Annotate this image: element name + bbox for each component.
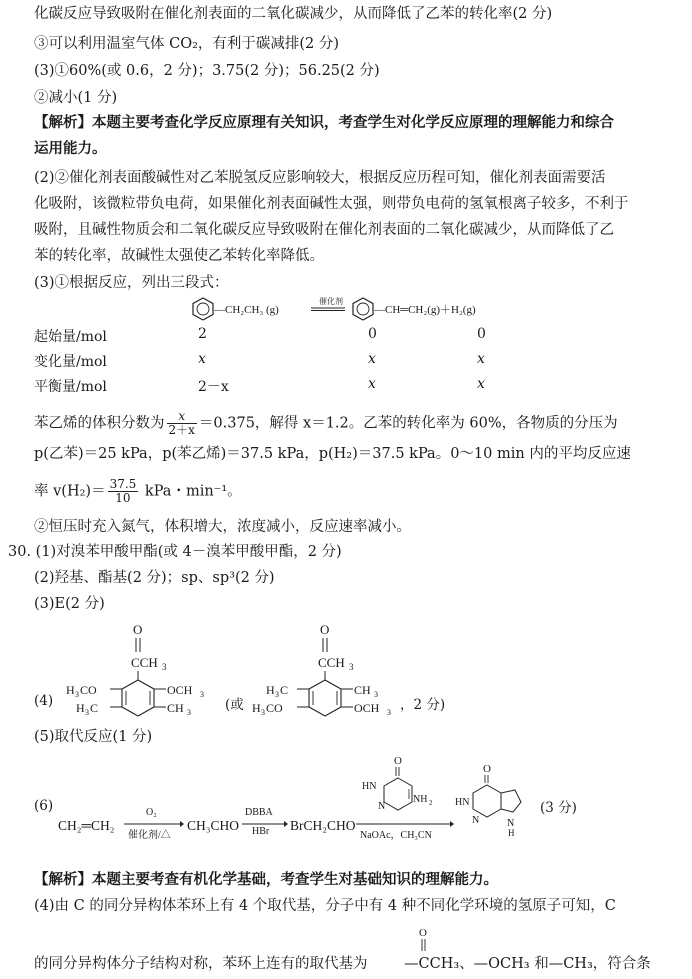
svg-text:CCH: CCH (131, 655, 158, 670)
reagent-bottom: NaOAc，CH₃CN (360, 830, 432, 841)
svg-text:CH: CH (167, 701, 184, 715)
fraction (167, 410, 197, 437)
start-compound: CH₂═CH₂ (58, 818, 115, 833)
svg-text:O: O (394, 755, 402, 767)
svg-text:3: 3 (349, 662, 354, 672)
svg-text:O: O (483, 763, 491, 775)
svg-text:O: O (133, 622, 143, 637)
fraction-denominator: 10 (115, 491, 131, 505)
svg-text:3: 3 (261, 708, 265, 717)
svg-text:3: 3 (85, 708, 89, 717)
arrow-icon (124, 820, 184, 828)
table-cell: 0 (477, 326, 486, 342)
svg-text:H: H (266, 683, 275, 697)
fraction (108, 478, 139, 505)
row-label: 变化量/mol (34, 354, 107, 370)
svg-text:OCH: OCH (167, 683, 193, 697)
product-text: —CH═CH₂(g)＋H₂(g) (374, 304, 476, 316)
row-label: 起始量/mol (34, 329, 107, 345)
text-line: (3)①根据反应，列出三段式： (34, 275, 229, 291)
text-segment: 的同分异构体分子结构对称，苯环上连有的取代基为 (34, 956, 368, 972)
svg-text:3: 3 (187, 708, 191, 717)
svg-text:H: H (76, 701, 85, 715)
table-cell: 0 (368, 326, 377, 342)
benzene-ring-icon (193, 298, 213, 320)
svg-text:3: 3 (275, 690, 279, 699)
fraction-denominator: 2＋x (168, 423, 195, 437)
analysis-text: 本题主要考查化学反应原理有关知识，考查学生对化学反应原理的理解能力和综合 (92, 115, 614, 131)
text-segment: 、—OCH₃ 和—CH₃，符合条 (459, 956, 651, 972)
svg-text:HN: HN (455, 797, 470, 808)
text-line: (2)②催化剂表面酸碱性对乙苯脱氢反应影响较大，根据反应历程可知，催化剂表面需要活 (34, 170, 606, 186)
benzene-ring-icon (353, 298, 373, 320)
text-line: 吸附，且碱性物质会和二氧化碳反应导致吸附在催化剂表面的二氧化碳减少，从而降低了乙 (34, 222, 614, 238)
q4-or: (或 (225, 697, 244, 713)
text-line (34, 954, 368, 974)
text-line: 30. (1)对溴苯甲酸甲酯(或 4－溴苯甲酸甲酯，2 分) (8, 544, 342, 560)
reagent-bottom: 催化剂/△ (128, 830, 171, 841)
svg-text:C: C (280, 683, 289, 697)
svg-text:O: O (320, 622, 330, 637)
q6-score: (3 分) (540, 800, 577, 816)
svg-text:H: H (508, 828, 515, 838)
svg-text:3: 3 (162, 662, 167, 672)
catalyst-label: 催化剂 (319, 297, 343, 306)
table-cell: x (477, 376, 485, 392)
svg-text:2: 2 (429, 799, 433, 807)
arrow-icon (356, 820, 454, 828)
q4-label: (4) (34, 693, 54, 709)
svg-text:3: 3 (200, 690, 204, 699)
row-label: 平衡量/mol (34, 379, 107, 395)
text-line: ③可以利用温室气体 CO₂，有利于碳减排(2 分) (34, 36, 340, 52)
svg-text:N: N (507, 818, 515, 829)
svg-text:CCH: CCH (318, 655, 345, 670)
table-cell: x (198, 351, 206, 367)
text-segment: ＝0.375，解得 x＝1.2。乙苯的转化率为 60%，各物质的分压为 (198, 415, 618, 432)
text-line (34, 410, 618, 437)
text-line: 苯的转化率，故碱性太强使乙苯转化率降低。 (34, 248, 324, 264)
text-line: (3)E(2 分) (34, 596, 105, 612)
reagent-top: DBBA (245, 807, 273, 818)
svg-text:OCH: OCH (354, 701, 380, 715)
svg-text:3: 3 (374, 690, 378, 699)
table-cell: x (368, 351, 376, 367)
q6-label: (6) (34, 798, 54, 814)
table-cell: x (477, 351, 485, 367)
fraction-numerator: x (167, 410, 197, 424)
reactant-text: —CH₂CH₃ (g) (214, 304, 279, 316)
text-line: 化吸附，该微粒带负电荷，如果催化剂表面碱性太强，则带负电荷的氢氧根离子较多，不利于 (34, 196, 629, 212)
pyrimidine-reagent (360, 752, 450, 824)
reaction-equation (185, 294, 525, 322)
arrow-icon (242, 820, 288, 828)
text-segment: 率 v(H₂)＝ (34, 483, 106, 500)
table-cell: x (368, 376, 376, 392)
svg-text:3: 3 (75, 690, 79, 699)
analysis-text: 本题主要考查有机化学基础，考查学生对基础知识的理解能力。 (92, 872, 498, 888)
substituent-text: —CCH₃ (404, 956, 460, 972)
text-line: 化碳反应导致吸附在催化剂表面的二氧化碳减少，从而降低了乙苯的转化率(2 分) (34, 6, 553, 22)
reagent-bottom: HBr (252, 826, 270, 837)
fraction-numerator: 37.5 (109, 477, 137, 491)
table-cell: 2 (198, 326, 207, 342)
table-cell: 2－x (198, 379, 229, 395)
product-structure (455, 760, 535, 838)
structure-a (62, 620, 222, 725)
svg-text:C: C (90, 701, 99, 715)
text-line: (5)取代反应(1 分) (34, 729, 153, 745)
svg-text:3: 3 (387, 708, 391, 717)
text-line (34, 478, 242, 505)
svg-text:O: O (419, 927, 427, 939)
svg-text:CO: CO (80, 683, 97, 697)
svg-text:N: N (472, 815, 480, 826)
text-line: (3)①60%(或 0.6，2 分)；3.75(2 分)；56.25(2 分) (34, 63, 380, 79)
svg-text:CH: CH (354, 683, 371, 697)
svg-text:CO: CO (266, 701, 283, 715)
text-line: 运用能力。 (34, 141, 107, 157)
text-line: ②减小(1 分) (34, 90, 118, 106)
text-line: p(乙苯)＝25 kPa，p(苯乙烯)＝37.5 kPa，p(H₂)＝37.5 kPa。0～10 min 内的平均反应速 (34, 446, 631, 462)
analysis-tag: 【解析】 (34, 872, 92, 888)
analysis-heading (34, 870, 498, 890)
text-line: ②恒压时充入氮气，体积增大，浓度减小，反应速率减小。 (34, 519, 411, 535)
svg-text:N: N (378, 801, 386, 812)
equilibrium-table (34, 326, 534, 401)
text-line: (4)由 C 的同分异构体苯环上有 4 个取代基，分子中有 4 种不同化学环境的氢原子可知，C (34, 898, 616, 914)
intermediate-2: BrCH₂CHO (290, 818, 356, 833)
analysis-tag: 【解析】 (34, 115, 92, 131)
svg-text:H: H (252, 701, 261, 715)
reagent-top: O₂ (146, 807, 157, 818)
intermediate-1: CH₃CHO (187, 818, 239, 833)
svg-text:H: H (66, 683, 75, 697)
text-line (404, 954, 651, 974)
text-line: (2)羟基、酯基(2 分)；sp、sp³(2 分) (34, 570, 275, 586)
q4-score: ，2 分) (400, 697, 446, 713)
structure-b (252, 620, 402, 725)
text-segment: kPa・min⁻¹。 (140, 483, 242, 500)
text-segment: 苯乙烯的体积分数为 (34, 415, 165, 432)
analysis-heading (34, 113, 614, 133)
svg-text:HN: HN (362, 781, 377, 792)
svg-text:NH: NH (413, 794, 428, 805)
